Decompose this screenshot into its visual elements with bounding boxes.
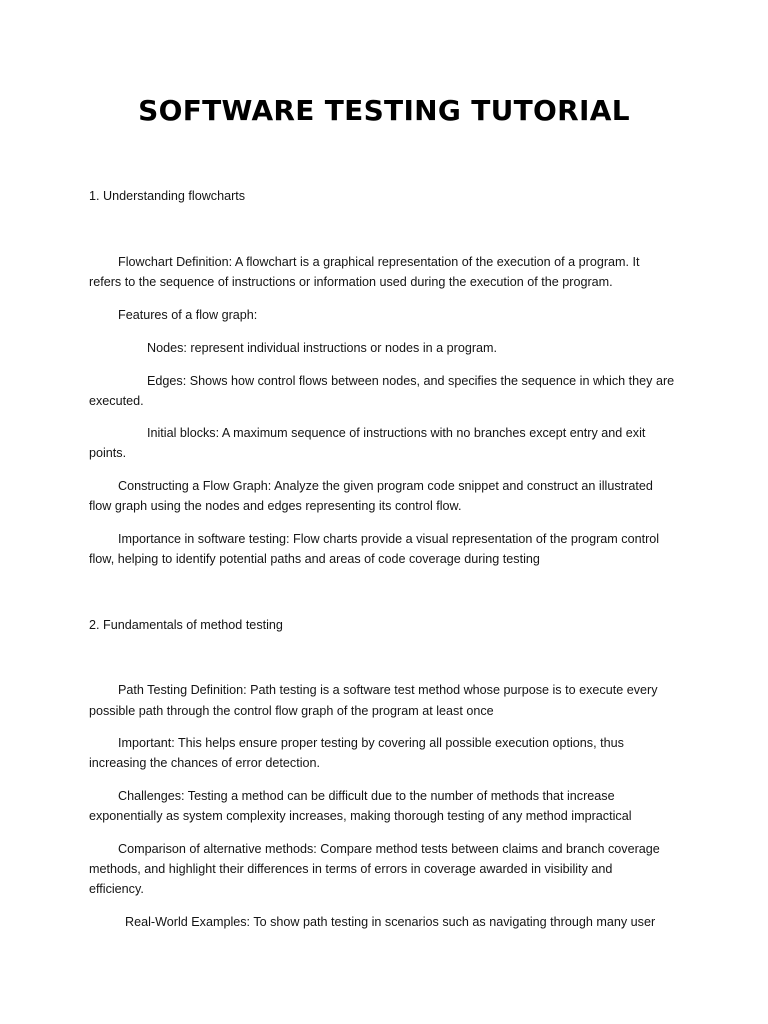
paragraph-line: flow graph using the nodes and edges representing its control flow.	[89, 499, 462, 513]
paragraph-line: Importance in software testing: Flow charts provide a visual representation of the program control	[118, 532, 660, 546]
document-title: SOFTWARE TESTING TUTORIAL	[138, 94, 630, 127]
paragraph-line: efficiency.	[89, 882, 144, 896]
paragraph-line: flow, helping to identify potential paths and areas of code coverage during testing	[89, 552, 540, 566]
paragraph-line: Path Testing Definition: Path testing is a software test method whose purpose is to execute every	[118, 683, 658, 697]
paragraph-line: possible path through the control flow graph of the program at least once	[89, 704, 494, 718]
paragraph-line: Flowchart Definition: A flowchart is a graphical representation of the execution of a program. It	[118, 255, 640, 269]
paragraph-line: methods, and highlight their differences in terms of errors in coverage awarded in visibility and	[89, 862, 613, 876]
section-heading: 2. Fundamentals of method testing	[89, 618, 283, 632]
paragraph-line: refers to the sequence of instructions or information used during the execution of the program.	[89, 275, 613, 289]
paragraph-line: Real-World Examples: To show path testing in scenarios such as navigating through many user	[125, 915, 656, 929]
paragraph-line: exponentially as system complexity increases, making thorough testing of any method impractical	[89, 809, 632, 823]
paragraph-line: Important: This helps ensure proper testing by covering all possible execution options, thus	[118, 736, 624, 750]
list-item-line: executed.	[89, 394, 144, 408]
paragraph-line: Challenges: Testing a method can be difficult due to the number of methods that increase	[118, 789, 615, 803]
list-item-line: Edges: Shows how control flows between nodes, and specifies the sequence in which they are	[147, 374, 675, 388]
list-item-line: Initial blocks: A maximum sequence of instructions with no branches except entry and exit	[147, 426, 646, 440]
paragraph-line: Constructing a Flow Graph: Analyze the given program code snippet and construct an illustrated	[118, 479, 653, 493]
list-item-line: Nodes: represent individual instructions or nodes in a program.	[147, 341, 498, 355]
paragraph-line: Comparison of alternative methods: Compare method tests between claims and branch coverage	[118, 842, 660, 856]
section-heading: 1. Understanding flowcharts	[89, 189, 246, 203]
list-item-line: points.	[89, 446, 127, 460]
paragraph-line: Features of a flow graph:	[118, 308, 258, 322]
paragraph-line: increasing the chances of error detection.	[89, 756, 321, 770]
